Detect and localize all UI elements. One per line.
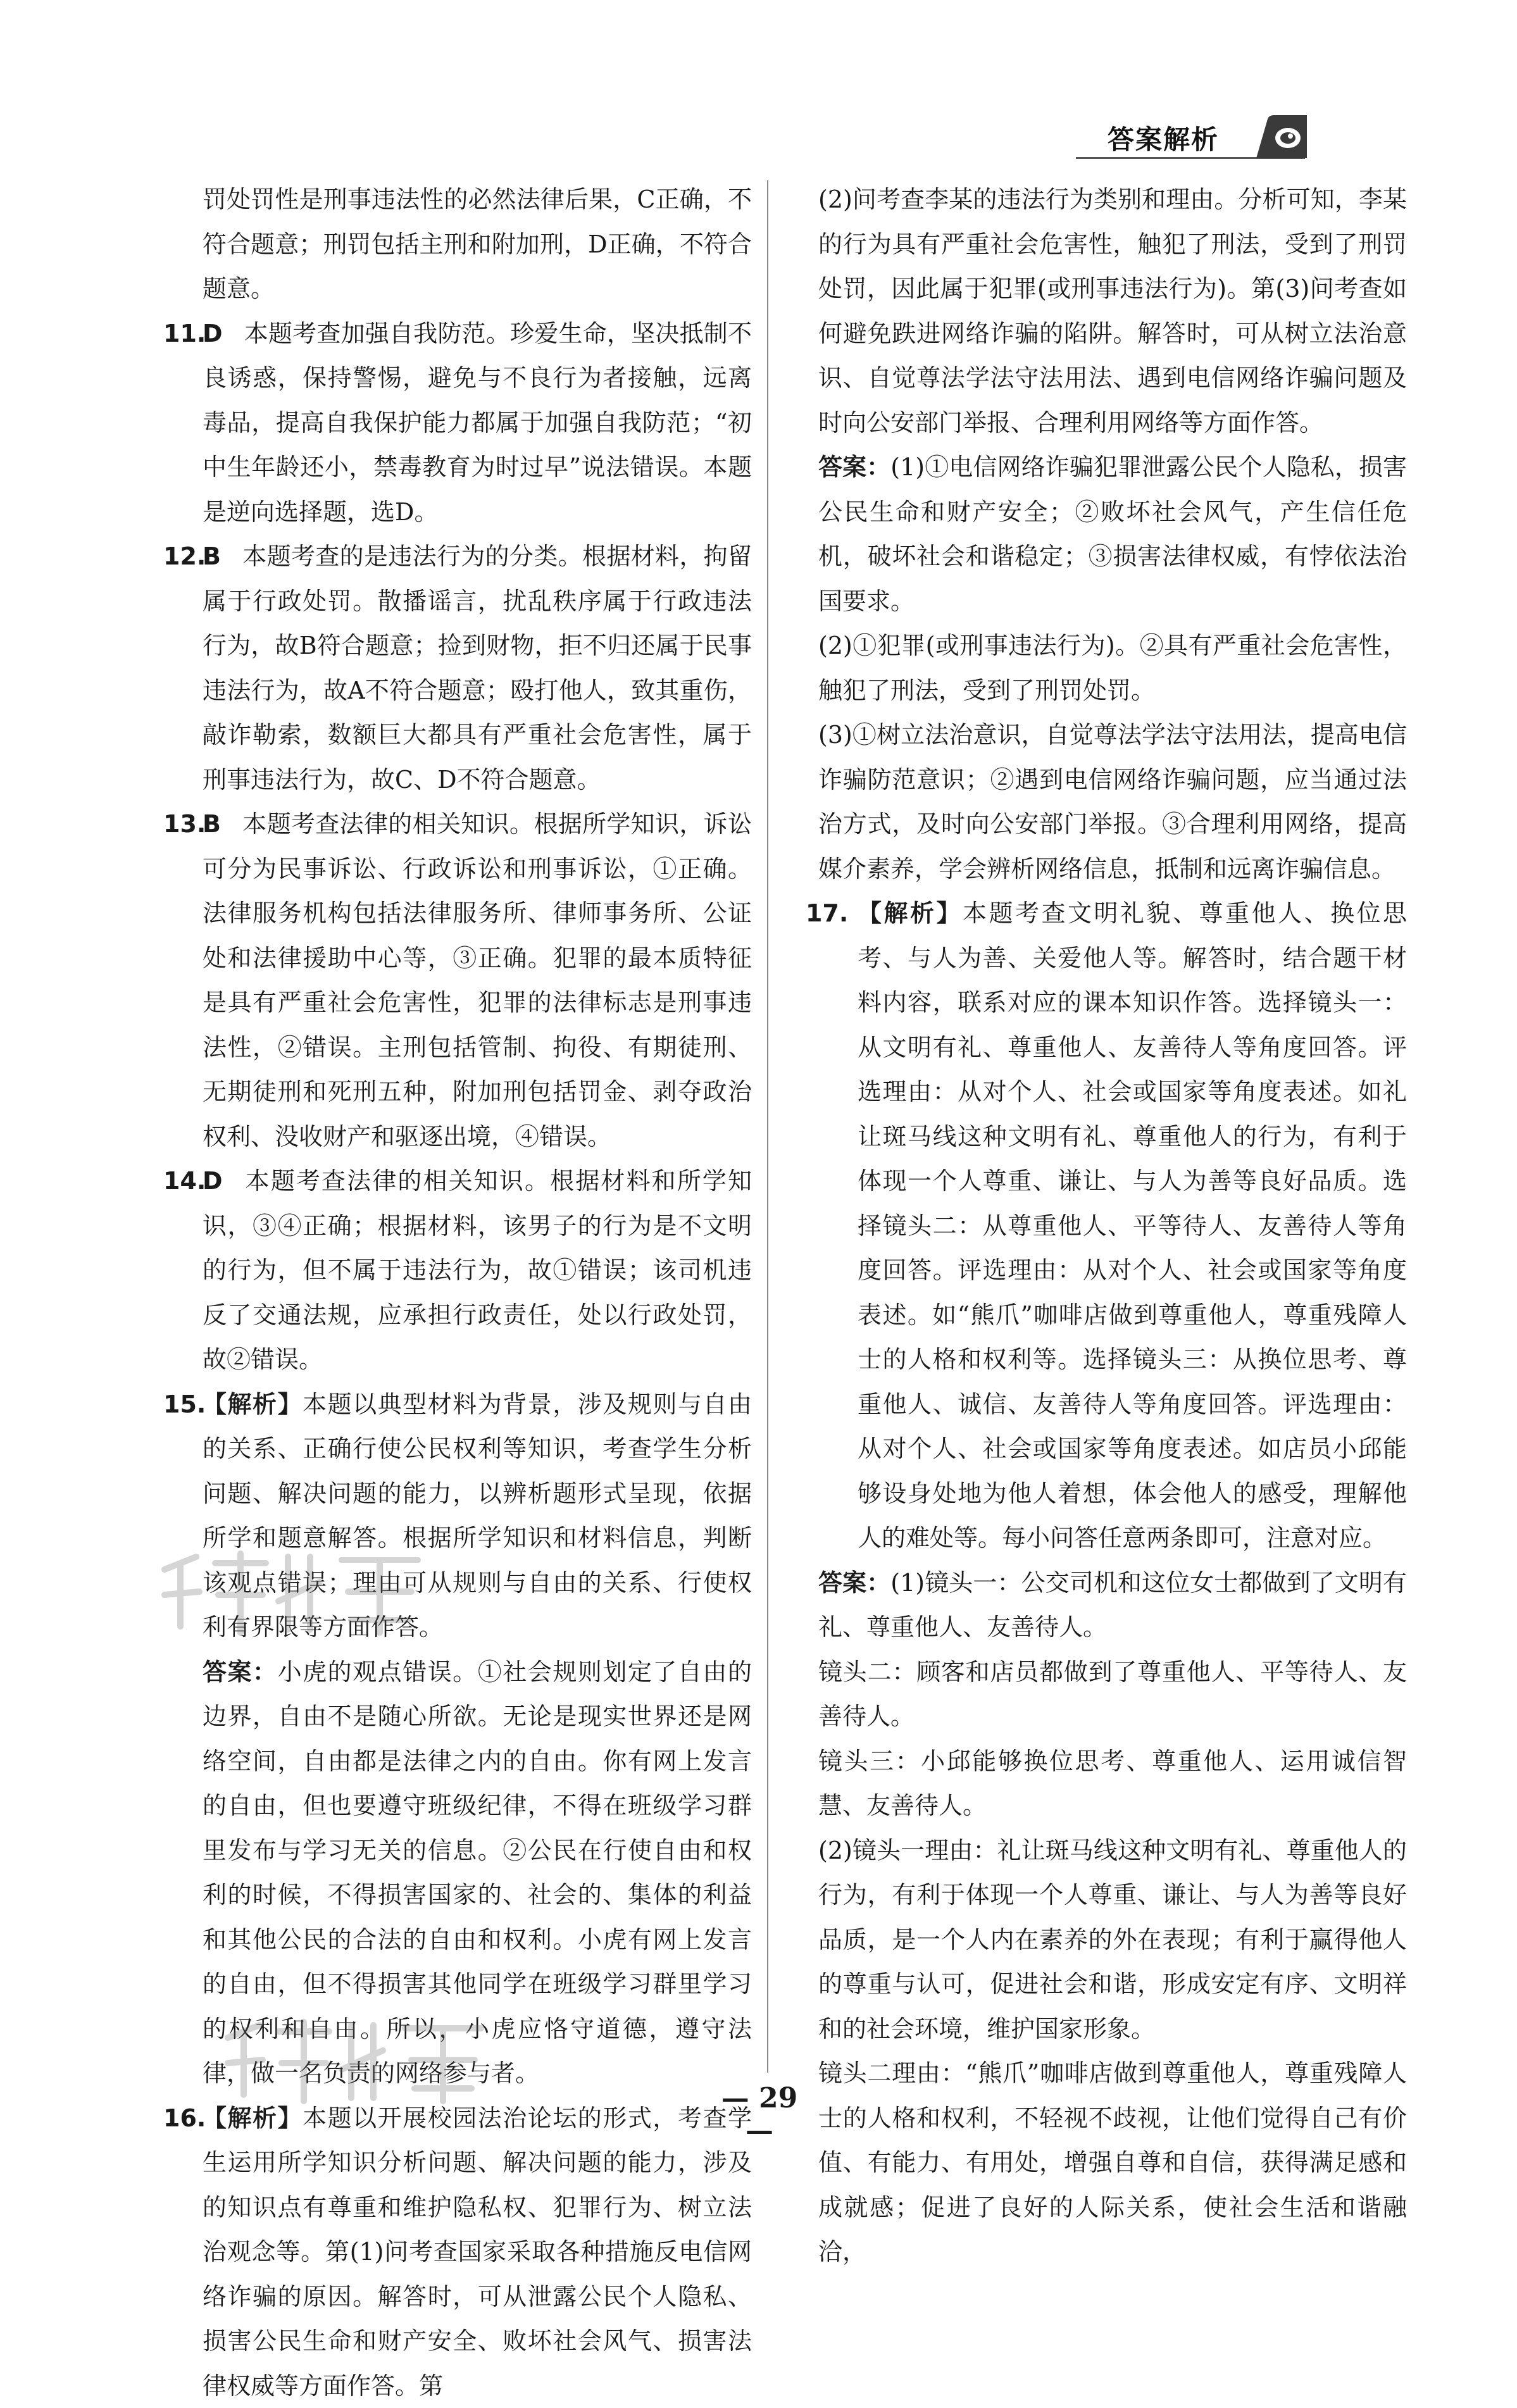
answer-17-shot3: 镜头三：小邱能够换位思考、尊重他人、运用诚信智慧、友善待人。 [818, 1739, 1407, 1828]
question-number: 12. [163, 534, 206, 579]
answer-16 [818, 445, 1407, 623]
answer-letter: D [203, 1167, 223, 1195]
explanation-text: 本题考查法律的相关知识。根据所学知识，诉讼可分为民事诉讼、行政诉讼和刑事诉讼，①正确。法律服务机构包括法律服务所、律师事务所、公证处和法律援助中心等，③正确。犯罪的最本质特征是具有严重社会危害性，犯罪的法律标志是刑事违法性，②错误。主刑包括管制、拘役、有期徒刑、无期徒刑和死刑五种，附加刑包括罚金、剥夺政治权利、没收财产和驱逐出境，④错误。 [203, 810, 752, 1151]
explanation-text: 本题以典型材料为背景，涉及规则与自由的关系、正确行使公民权利等知识，考查学生分析问题、解决问题的能力，以辨析题形式呈现，依据所学和题意解答。根据所学知识和材料信息，判断该观点错误；理由可从规则与自由的关系、行使权利有界限等方面作答。 [203, 1390, 752, 1642]
question-number: 11. [163, 311, 206, 356]
answer-text: (1)①电信网络诈骗犯罪泄露公民个人隐私，损害公民生命和财产安全；②败坏社会风气，产生信任危机，破坏社会和谐稳定；③损害法律权威，有悖依法治国要求。 [818, 453, 1407, 615]
answer-17-shot2: 镜头二：顾客和店员都做到了尊重他人、平等待人、友善待人。 [818, 1650, 1407, 1739]
page-header [0, 0, 1517, 165]
explanation-text: 本题考查法律的相关知识。根据材料和所学知识，③④正确；根据材料，该男子的行为是不文明的行为，但不属于违法行为，故①错误；该司机违反了交通法规，应承担行政责任，处以行政处罚，故②错误。 [203, 1167, 752, 1373]
page-number: — 29 — [709, 2082, 810, 2147]
analysis-tag: 【解析】 [203, 2104, 303, 2132]
question-number: 16. [163, 2096, 206, 2141]
analysis-tag: 【解析】 [858, 899, 963, 927]
question-17 [818, 891, 1407, 1561]
answer-text: (1)镜头一：公交司机和这位女士都做到了文明有礼、尊重他人、友善待人。 [818, 1569, 1407, 1642]
watermark-stamp-icon [215, 2012, 494, 2107]
answer-17-reason2: 镜头二理由：“熊爪”咖啡店做到尊重他人，尊重残障人士的人格和权利，不轻视不歧视，让他们觉得自己有价值、有能力、有用处，增强自尊和自信，获得满足感和成就感；促进了良好的人际关系，使社会生活和谐融洽， [818, 2051, 1407, 2274]
question-number: 14. [163, 1159, 206, 1204]
question-16 [163, 2096, 752, 2408]
header-logo-icon [1256, 114, 1307, 159]
question-11 [163, 311, 752, 535]
answer-letter: B [203, 542, 221, 570]
left-continuation-text: 罚处罚性是刑事违法性的必然法律后果，C正确，不符合题意；刑罚包括主刑和附加刑，D正确，不符合题意。 [163, 177, 752, 311]
explanation-text: 本题以开展校园法治论坛的形式，考查学生运用所学知识分析问题、解决问题的能力，涉及的知识点有尊重和维护隐私权、犯罪行为、树立法治观念等。第(1)问考查国家采取各种措施反电信网络诈骗的原因。解答时，可从泄露公民个人隐私、损害公民生命和财产安全、败坏社会风气、损害法律权威等方面作答。第 [203, 2104, 752, 2400]
answer-17-reason1: (2)镜头一理由：礼让斑马线这种文明有礼、尊重他人的行为，有利于体现一个人尊重、谦让、与人为善等良好品质，是一个人内在素养的外在表现；有利于赢得他人的尊重与认可，促进社会和谐，形成安定有序、文明祥和的社会环境，维护国家形象。 [818, 1828, 1407, 2052]
explanation-text: 本题考查的是违法行为的分类。根据材料，拘留属于行政处罚。散播谣言，扰乱秩序属于行政违法行为，故B符合题意；捡到财物，拒不归还属于民事违法行为，故A不符合题意；殴打他人，致其重伤，敲诈勒索，数额巨大都具有严重社会危害性，属于刑事违法行为，故C、D不符合题意。 [203, 542, 752, 794]
question-13 [163, 802, 752, 1159]
analysis-tag: 【解析】 [203, 1390, 303, 1418]
question-12 [163, 534, 752, 802]
right-column [818, 177, 1407, 2076]
answer-16-part3: (3)①树立法治意识，自觉尊法学法守法用法，提高电信诈骗防范意识；②遇到电信网络诈骗问题，应当通过法治方式，及时向公安部门举报。③合理利用网络，提高媒介素养，学会辨析网络信息，抵制和远离诈骗信息。 [818, 713, 1407, 891]
explanation-text: 本题考查文明礼貌、尊重他人、换位思考、与人为善、关爱他人等。解答时，结合题干材料内容，联系对应的课本知识作答。选择镜头一：从文明有礼、尊重他人、友善待人等角度回答。评选理由：从对个人、社会或国家等角度表述。如礼让斑马线这种文明有礼、尊重他人的行为，有利于体现一个人尊重、谦让、与人为善等良好品质。选择镜头二：从尊重他人、平等待人、友善待人等角度回答。评选理由：从对个人、社会或国家等角度表述。如“熊爪”咖啡店做到尊重他人，尊重残障人士的人格和权利等。选择镜头三：从换位思考、尊重他人、诚信、友善待人等角度回答。评选理由：从对个人、社会或国家等角度表述。如店员小邱能够设身处地为他人着想，体会他人的感受，理解他人的难处等。每小问答任意两条即可，注意对应。 [858, 899, 1407, 1552]
answer-label: 答案： [818, 1569, 890, 1597]
question-number: 17. [806, 891, 848, 936]
answer-text: 小虎的观点错误。①社会规则划定了自由的边界，自由不是随心所欲。无论是现实世界还是网络空间，自由都是法律之内的自由。你有网上发言的自由，但也要遵守班级纪律，不得在班级学习群里发布与学习无关的信息。②公民在行使自由和权利的时候，不得损害国家的、社会的、集体的利益和其他公民的合法的自由和权利。小虎有网上发言的自由，但不得损害其他同学在班级学习群里学习的权利和自由。所以，小虎应恪守道德，遵守法律，做一名负责的网络参与者。 [203, 1658, 752, 2088]
header-title: 答案解析 [1108, 119, 1237, 157]
explanation-text: 本题考查加强自我防范。珍爱生命，坚决抵制不良诱惑，保持警惕，避免与不良行为者接触，远离毒品，提高自我保护能力都属于加强自我防范；“初中生年龄还小，禁毒教育为时过早”说法错误。本题是逆向选择题，选D。 [203, 320, 752, 526]
answer-letter: B [203, 810, 221, 838]
answer-17 [818, 1561, 1407, 1650]
question-number: 15. [163, 1382, 206, 1427]
answer-letter: D [203, 320, 223, 347]
answer-16-part2: (2)①犯罪(或刑事违法行为)。②具有严重社会危害性，触犯了刑法，受到了刑罚处罚。 [818, 623, 1407, 713]
answer-label: 答案： [818, 453, 890, 481]
answer-label: 答案： [203, 1658, 278, 1686]
column-divider [767, 180, 768, 2073]
left-column [163, 177, 752, 2076]
right-continuation-text: (2)问考查李某的违法行为类别和理由。分析可知，李某的行为具有严重社会危害性，触犯了刑法，受到了刑罚处罚，因此属于犯罪(或刑事违法行为)。第(3)问考查如何避免跌进网络诈骗的陷阱。解答时，可从树立法治意识、自觉尊法学法守法用法、遇到电信网络诈骗问题及时向公安部门举报、合理利用网络等方面作答。 [818, 177, 1407, 445]
watermark-stamp-icon [152, 1544, 430, 1639]
question-14 [163, 1159, 752, 1382]
question-number: 13. [163, 802, 206, 847]
